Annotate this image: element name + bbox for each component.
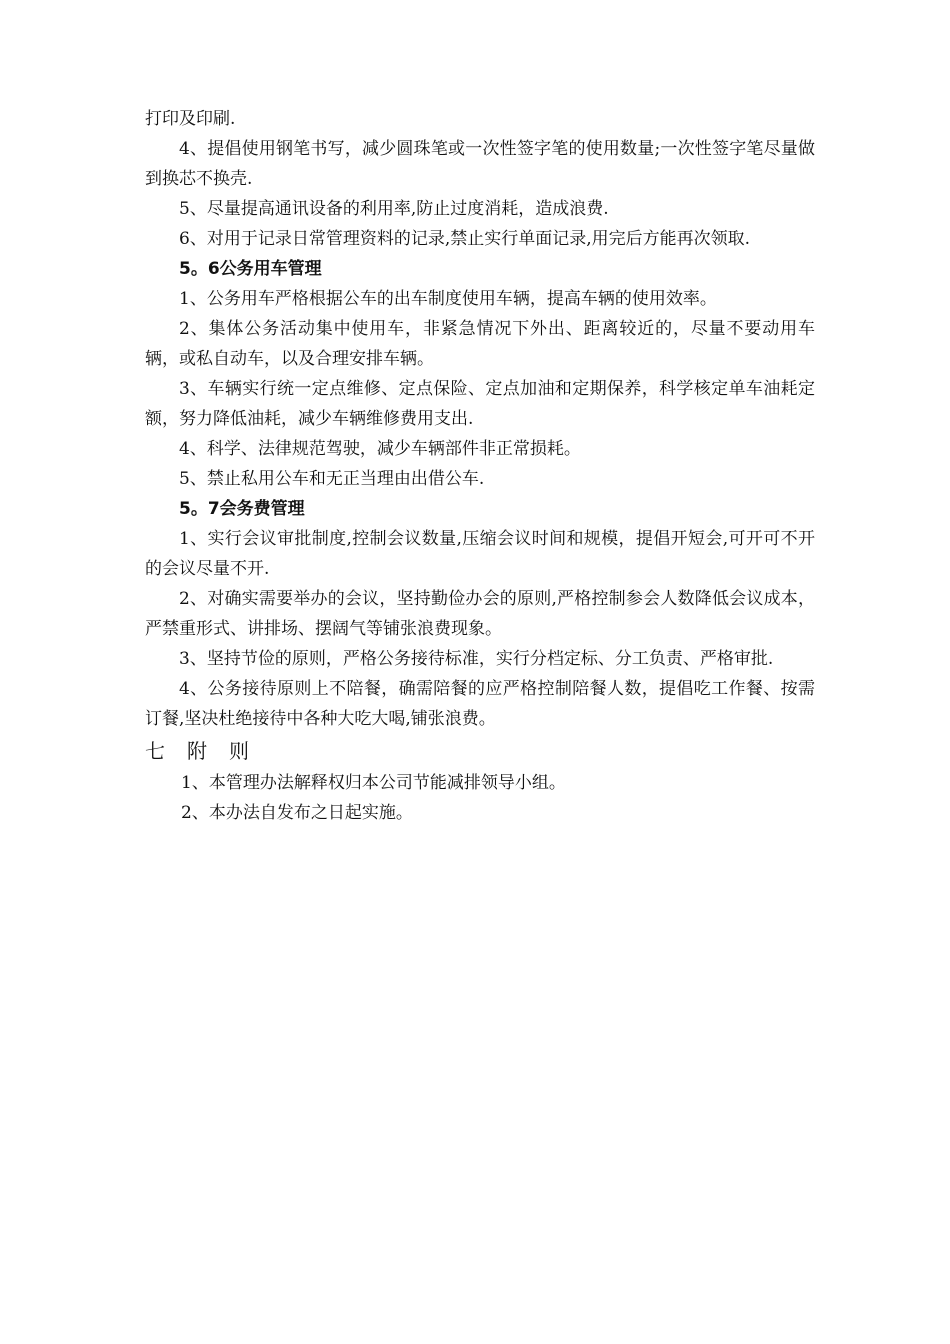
appendix-item-2: 2、本办法自发布之日起实施。 — [181, 803, 413, 823]
paragraph-item-6: 6、对用于记录日常管理资料的记录,禁止实行单面记录,用完后方能再次领取. — [179, 229, 751, 249]
paragraph-continuation: 打印及印刷. — [145, 109, 236, 129]
vehicle-item-5: 5、禁止私用公车和无正当理由出借公车. — [179, 469, 485, 489]
appendix-item-1: 1、本管理办法解释权归本公司节能减排领导小组。 — [181, 773, 566, 793]
chapter-heading-char: 附 — [187, 739, 207, 763]
vehicle-item-4: 4、科学、法律规范驾驶，减少车辆部件非正常损耗。 — [179, 439, 581, 459]
section-heading-5-6: 5。6公务用车管理 — [179, 259, 322, 279]
meeting-item-4: 4、公务接待原则上不陪餐，确需陪餐的应严格控制陪餐人数，提倡吃工作餐、按需订餐,坚决杜绝接待中各种大吃大喝,铺张浪费。 — [145, 679, 815, 729]
chapter-heading-char: 则 — [229, 739, 249, 763]
paragraph-item-5: 5、尽量提高通讯设备的利用率,防止过度消耗，造成浪费. — [179, 199, 609, 219]
chapter-heading-char: 七 — [145, 739, 165, 763]
section-heading-5-7: 5。7会务费管理 — [179, 499, 305, 519]
document-page — [145, 104, 815, 828]
chapter-heading-appendix — [145, 734, 815, 768]
vehicle-item-3: 3、车辆实行统一定点维修、定点保险、定点加油和定期保养，科学核定单车油耗定额，努力降低油耗，减少车辆维修费用支出. — [145, 379, 815, 429]
vehicle-item-2: 2、集体公务活动集中使用车，非紧急情况下外出、距离较近的，尽量不要动用车辆，或私自动车，以及合理安排车辆。 — [145, 319, 815, 369]
paragraph-item-4: 4、提倡使用钢笔书写，减少圆珠笔或一次性签字笔的使用数量;一次性签字笔尽量做到换芯不换壳. — [145, 139, 815, 189]
meeting-item-1: 1、实行会议审批制度,控制会议数量,压缩会议时间和规模，提倡开短会,可开可不开的会议尽量不开. — [145, 529, 815, 579]
meeting-item-2: 2、对确实需要举办的会议，坚持勤俭办会的原则,严格控制参会人数降低会议成本，严禁重形式、讲排场、摆阔气等铺张浪费现象。 — [145, 589, 815, 639]
meeting-item-3: 3、坚持节俭的原则，严格公务接待标准，实行分档定标、分工负责、严格审批. — [179, 649, 774, 669]
vehicle-item-1: 1、公务用车严格根据公车的出车制度使用车辆，提高车辆的使用效率。 — [179, 289, 717, 309]
